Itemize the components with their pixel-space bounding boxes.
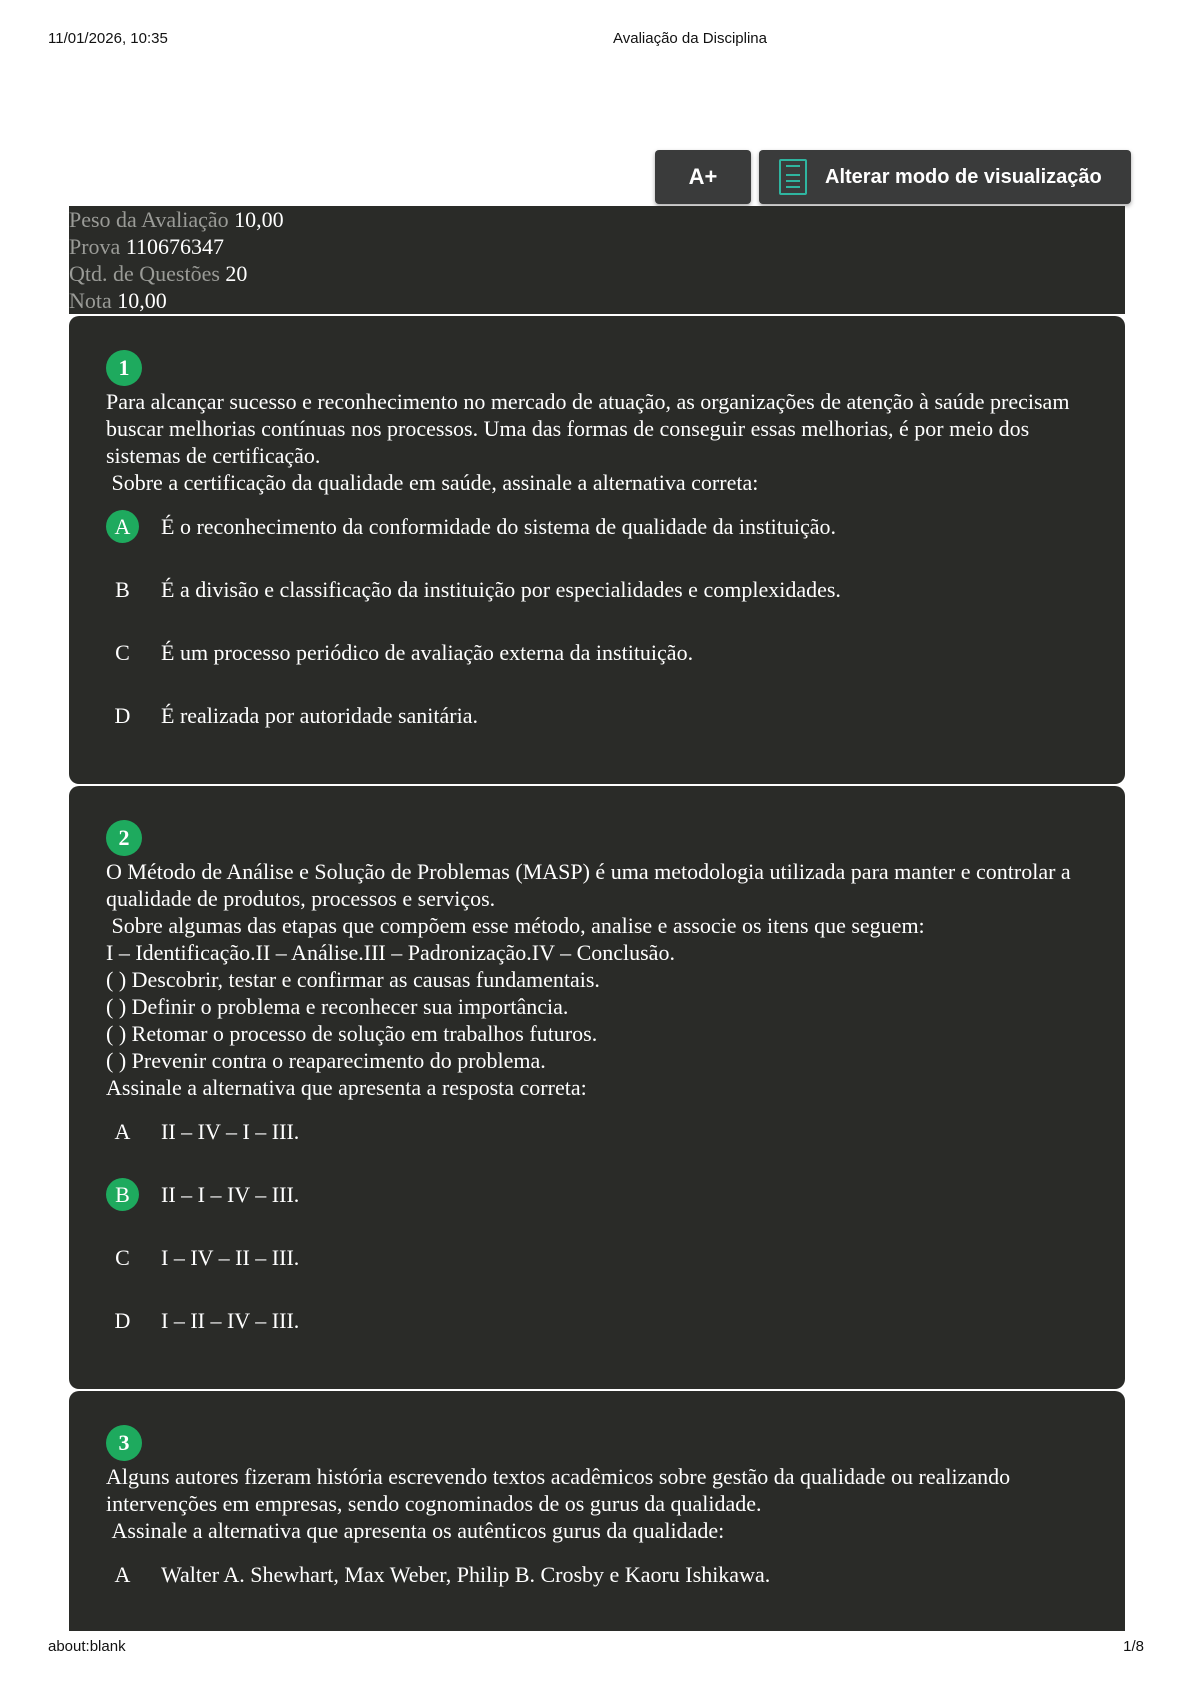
grade-row [69, 287, 1125, 314]
option-letter: A [114, 1118, 131, 1144]
questions-count-label: Qtd. de Questões [69, 261, 220, 286]
option-text: É realizada por autoridade sanitária. [161, 703, 479, 728]
question-card-1 [69, 316, 1125, 784]
document-icon [779, 159, 807, 195]
option-a[interactable] [106, 1115, 1106, 1151]
option-d[interactable] [106, 1304, 1106, 1340]
weight-value: 10,00 [234, 207, 284, 232]
grade-value: 10,00 [117, 288, 167, 313]
questions-count-row [69, 260, 1125, 287]
question-card-3 [69, 1391, 1125, 1631]
option-text: I – II – IV – III. [161, 1308, 300, 1333]
questions-count-value: 20 [225, 261, 248, 286]
option-text: É um processo periódico de avaliação externa da instituição. [161, 640, 694, 665]
weight-row [69, 206, 1125, 233]
option-a[interactable] [106, 1558, 1106, 1594]
option-text: II – IV – I – III. [161, 1119, 300, 1144]
exam-label: Prova [69, 234, 121, 259]
option-d[interactable] [106, 699, 1106, 735]
question-text: O Método de Análise e Solução de Problemas (MASP) é uma metodologia utilizada para manter e controlar a qualidade de produtos, processos e serviços. Sobre algumas das etapas que compõem esse método, analise e associe os itens que seguem: I – Identificação.II – Análise.III – Padronização.IV – Conclusão. ( ) Descobrir, testar e confirmar as causas fundamentais. ( ) Definir o problema e reconhecer sua importância. ( ) Retomar o processo de solução em trabalhos futuros. ( ) Prevenir contra o reaparecimento do problema. Assinale a alternativa que apresenta a resposta correta: [106, 859, 1071, 1100]
option-c[interactable] [106, 636, 1106, 672]
grade-label: Nota [69, 288, 112, 313]
option-letter: C [115, 639, 130, 665]
print-title: Avaliação da Disciplina [613, 30, 767, 47]
exam-row [69, 233, 1125, 260]
weight-label: Peso da Avaliação [69, 207, 229, 232]
option-c[interactable] [106, 1241, 1106, 1277]
view-mode-label: Alterar modo de visualização [825, 165, 1102, 188]
option-letter: A [114, 1561, 131, 1587]
print-page-number: 1/8 [1123, 1638, 1144, 1655]
exam-value: 110676347 [125, 234, 225, 259]
print-datetime: 11/01/2026, 10:35 [48, 30, 168, 47]
font-increase-button[interactable]: A+ [655, 150, 751, 204]
exam-summary [69, 206, 1125, 314]
option-text: II – I – IV – III. [161, 1182, 300, 1207]
view-mode-button[interactable] [759, 150, 1131, 204]
option-text: I – IV – II – III. [161, 1245, 300, 1270]
question-card-2 [69, 786, 1125, 1389]
option-text: É o reconhecimento da conformidade do sistema de qualidade da instituição. [161, 514, 837, 539]
option-letter: C [115, 1244, 130, 1270]
option-text: É a divisão e classificação da instituição por especialidades e complexidades. [161, 577, 841, 602]
print-url: about:blank [48, 1638, 126, 1655]
question-text: Alguns autores fizeram história escrevendo textos acadêmicos sobre gestão da qualidade ou realizando intervenções em empresas, sendo cognominados de os gurus da qualidade. Assinale a alternativa que apresenta os autênticos gurus da qualidade: [106, 1464, 1011, 1543]
option-letter: D [114, 702, 131, 728]
question-number-badge: 1 [106, 350, 142, 386]
option-b[interactable] [106, 573, 1106, 609]
option-letter: D [114, 1307, 131, 1333]
option-b[interactable] [106, 1178, 1106, 1214]
option-letter: B [106, 1178, 139, 1211]
question-text: Para alcançar sucesso e reconhecimento no mercado de atuação, as organizações de atenção à saúde precisam buscar melhorias contínuas nos processos. Uma das formas de conseguir essas melhorias, é por meio dos sistemas de certificação. Sobre a certificação da qualidade em saúde, assinale a alternativa correta: [106, 389, 1070, 495]
option-text: Walter A. Shewhart, Max Weber, Philip B. Crosby e Kaoru Ishikawa. [161, 1562, 771, 1587]
question-number-badge: 3 [106, 1425, 142, 1461]
option-letter: B [115, 576, 130, 602]
option-letter: A [106, 510, 139, 543]
question-number-badge: 2 [106, 820, 142, 856]
option-a[interactable] [106, 510, 1106, 546]
